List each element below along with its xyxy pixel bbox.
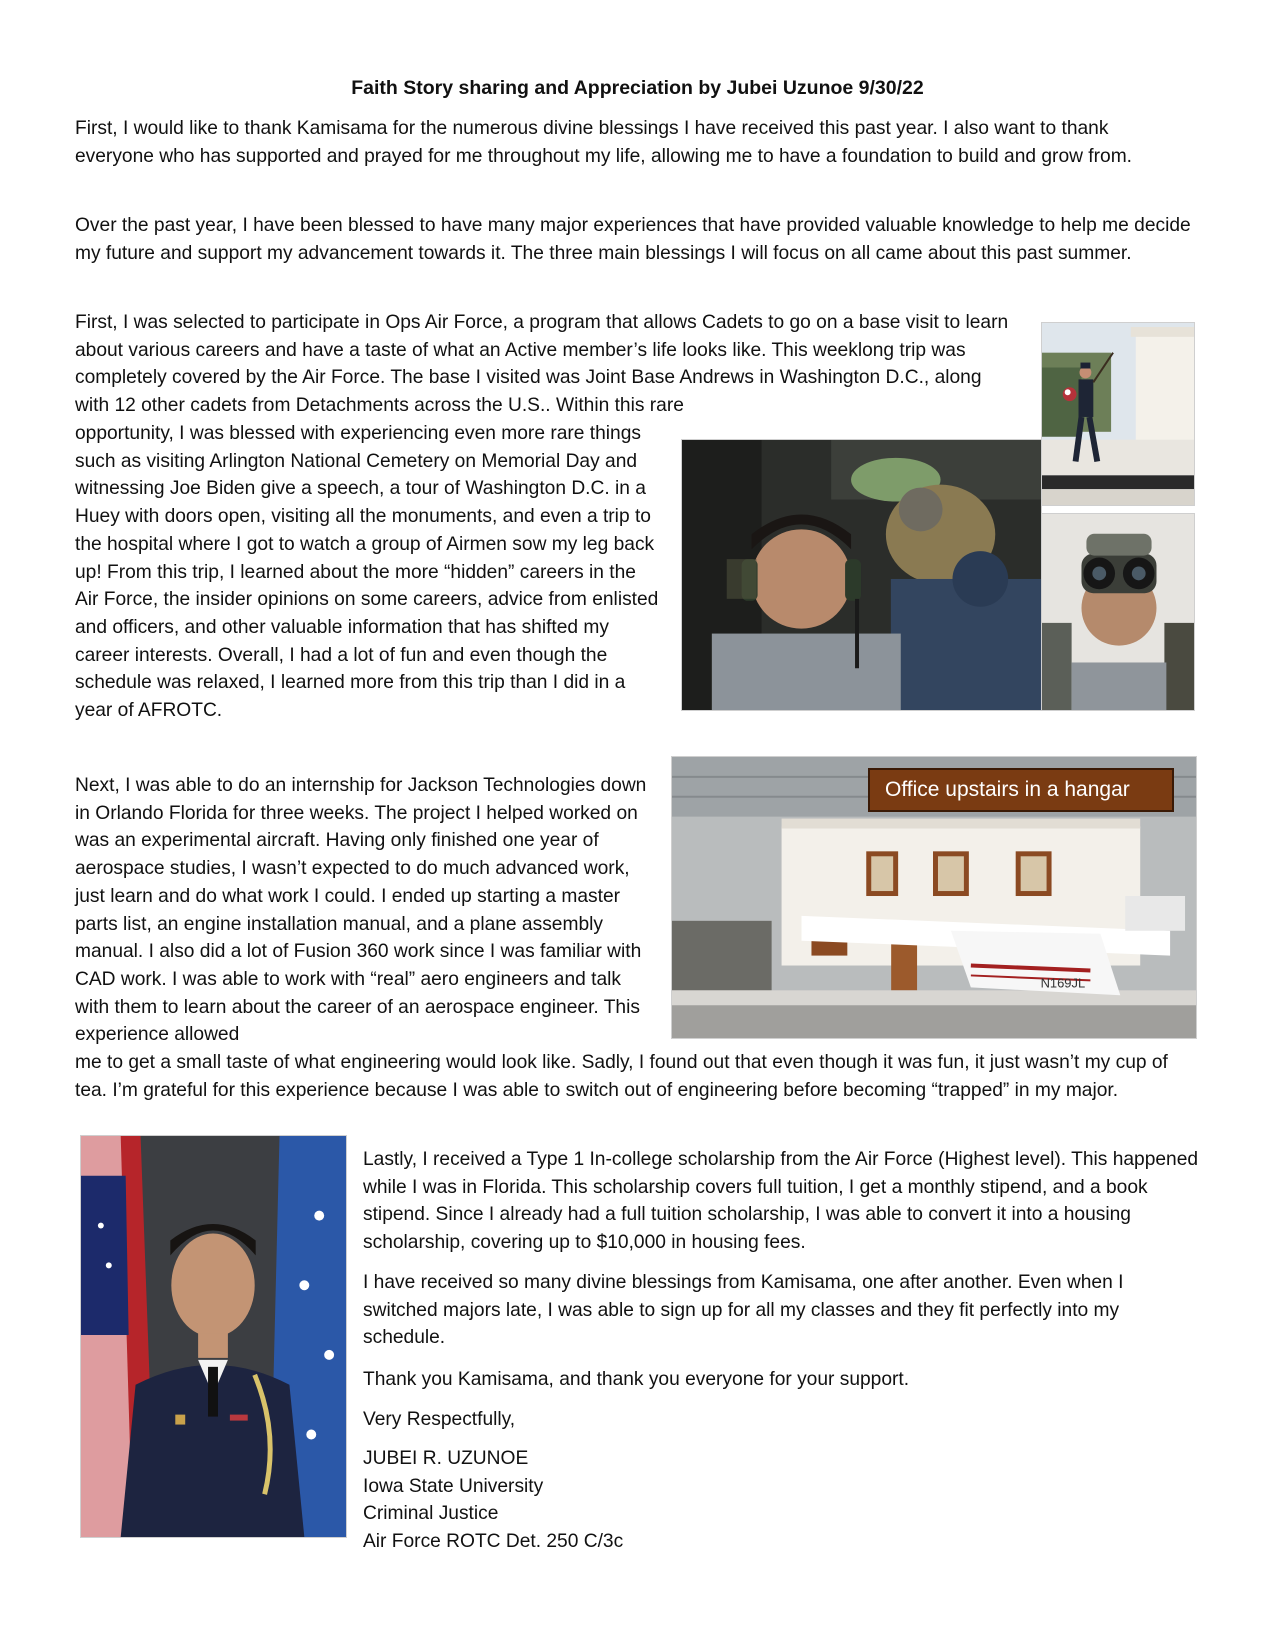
cadet-portrait-photo	[80, 1135, 347, 1538]
signature-school: Iowa State University	[363, 1475, 544, 1497]
hangar-caption: Office upstairs in a hangar	[868, 768, 1174, 812]
signature-name: JUBEI R. UZUNOE	[363, 1448, 529, 1469]
night-vision-goggles-photo	[1041, 513, 1195, 711]
paragraph-blessings: I have received so many divine blessings from Kamisama, one after another. Even when I switched majors late, I was able to sign up for all my classes and they fit perfectly into my schedule.	[363, 1272, 1124, 1349]
arlington-guard-photo	[1041, 322, 1195, 506]
paragraph-ops-air-force-part2: opportunity, I was blessed with experiencing even more rare things such as visiting Arlington National Cemetery on Memorial Day and witnessing Joe Biden give a speech, a tour of Washington D.C. in a Huey with doors open, visiting all the monuments, and even a trip to the hospital where I got to watch a group of Airmen sow my leg back up! From this trip, I learned about the more “hidden” careers in the Air Force, the insider opinions on some careers, advice from enlisted and officers, and other valuable information that has shifted my career interests. Overall, I had a lot of fun and even though the schedule was relaxed, I learned more from this trip than I did in a year of AFROTC.	[75, 423, 659, 722]
aircraft-registration-label: N169JL	[1040, 975, 1086, 991]
signature-unit: Air Force ROTC Det. 250 C/3c	[363, 1531, 624, 1553]
paragraph-scholarship: Lastly, I received a Type 1 In-college scholarship from the Air Force (Highest level). This happened while I was in Florida. This scholarship covers full tuition, I get a monthly stipend, and a book stipend. Since I already had a full tuition scholarship, I was able to convert it into a housing scholarship, covering up to $10,000 in housing fees.	[363, 1149, 1199, 1254]
paragraph-internship-part2: me to get a small taste of what engineering would look like. Sadly, I found out that even though it was fun, it just wasn’t my cup of tea. I’m grateful for this experience because I was able to switch out of engineering before becoming “trapped” in my major.	[75, 1052, 1168, 1101]
paragraph-ops-air-force-part1: First, I was selected to participate in Ops Air Force, a program that allows Cadets to go on a base visit to learn about various careers and have a taste of what an Active member’s life looks like. This weeklong trip was completely covered by the Air Force. The base I visited was Joint Base Andrews in Washington D.C., along with 12 other cadets from Detachments across the U.S.. Within this rare	[75, 312, 1009, 417]
paragraph-internship-part1: Next, I was able to do an internship for Jackson Technologies down in Orlando Florida for three weeks. The project I helped worked on was an experimental aircraft. Having only finished one year of aerospace studies, I wasn’t expected to do much advanced work, just learn and do what work I could. I ended up starting a master parts list, an engine installation manual, and a plane assembly manual. I also did a lot of Fusion 360 work since I was familiar with CAD work. I was able to work with “real” aero engineers and talk with them to learn about the career of an aerospace engineer. This experience allowed	[75, 775, 647, 1046]
signature-major: Criminal Justice	[363, 1503, 499, 1525]
document-title: Faith Story sharing and Appreciation by Jubei Uzunoe 9/30/22	[351, 77, 924, 99]
huey-helicopter-selfie-photo	[681, 439, 1042, 711]
paragraph-thanks: Thank you Kamisama, and thank you everyone for your support.	[363, 1369, 910, 1390]
paragraph-overview: Over the past year, I have been blessed to have many major experiences that have provided valuable knowledge to help me decide my future and support my advancement towards it. The three main blessings I will focus on all came about this past summer.	[75, 215, 1191, 264]
paragraph-intro: First, I would like to thank Kamisama for the numerous divine blessings I have received this past year. I also want to thank everyone who has supported and prayed for me throughout my life, allowing me to have a foundation to build and grow from.	[75, 118, 1133, 167]
paragraph-closing: Very Respectfully,	[363, 1409, 516, 1430]
signature-block	[363, 1445, 623, 1556]
